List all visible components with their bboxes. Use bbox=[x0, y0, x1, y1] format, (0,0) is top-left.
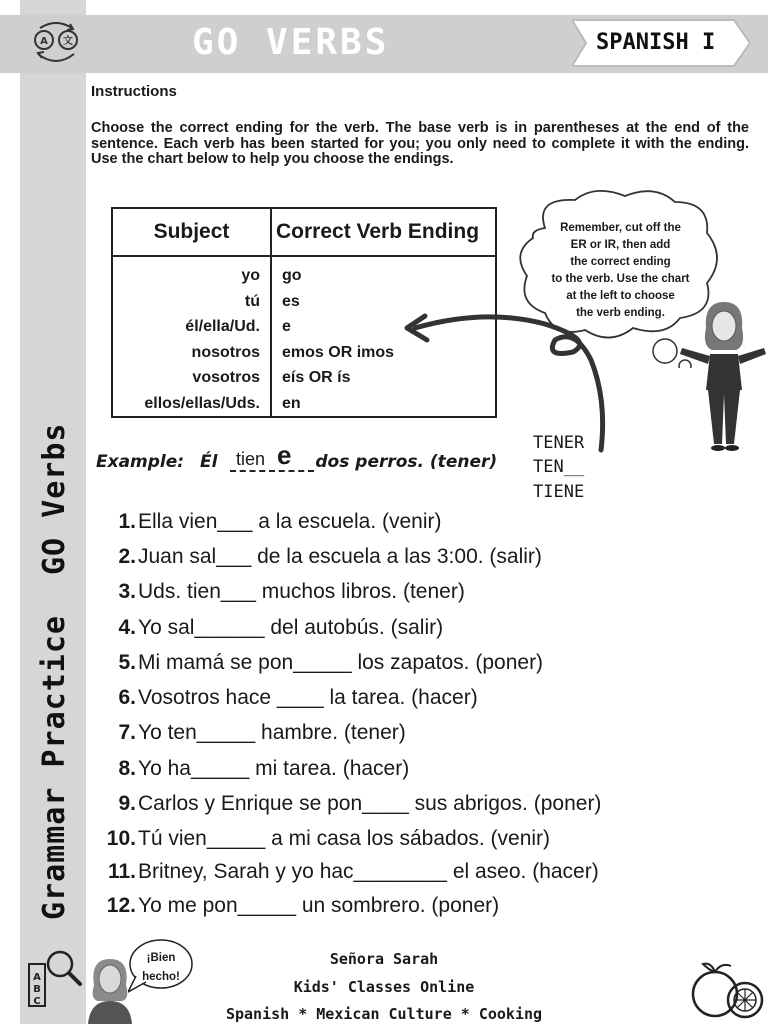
chart-ending: go bbox=[282, 267, 302, 285]
speech-line: ¡Bien bbox=[146, 952, 176, 964]
exercise-text: Mi mamá se pon_____ los zapatos. (poner) bbox=[138, 651, 544, 674]
chart-ending: e bbox=[282, 318, 291, 336]
bubble-line: Remember, cut off the bbox=[560, 222, 681, 234]
exercise-number: 1. bbox=[118, 510, 136, 533]
example-stem: tien bbox=[236, 449, 266, 469]
course-tag: SPANISH I bbox=[596, 30, 716, 55]
exercise-item bbox=[95, 824, 550, 854]
spanish-english-swap-icon bbox=[30, 22, 82, 70]
chart-header-row bbox=[112, 208, 496, 256]
exercise-number: 7. bbox=[118, 721, 136, 744]
exercise-item bbox=[95, 683, 478, 713]
chart-ending: emos OR imos bbox=[282, 343, 395, 361]
exercise-number: 2. bbox=[118, 545, 136, 568]
exercise-text: Yo ha_____ mi tarea. (hacer) bbox=[138, 757, 410, 780]
instructions-heading: Instructions bbox=[91, 83, 177, 100]
svg-text:文: 文 bbox=[63, 36, 73, 47]
exercise-item bbox=[95, 718, 406, 748]
chart-ending: eís OR ís bbox=[282, 369, 351, 387]
svg-text:A: A bbox=[33, 972, 41, 983]
teacher-illustration bbox=[676, 298, 768, 456]
chart-subject: vosotros bbox=[112, 365, 271, 391]
exercise-number: 11. bbox=[107, 860, 136, 883]
chart-subject: nosotros bbox=[112, 340, 271, 366]
page-title: GO VERBS bbox=[192, 22, 390, 63]
exercise-item bbox=[95, 577, 465, 607]
exercise-text: Britney, Sarah y yo hac________ el aseo. (hacer) bbox=[138, 860, 599, 883]
exercise-text: Uds. tien___ muchos libros. (tener) bbox=[138, 580, 465, 603]
chart-header-subject: Subject bbox=[112, 208, 271, 256]
example-work: TIENE bbox=[533, 482, 585, 502]
exercise-text: Tú vien_____ a mi casa los sábados. (venir) bbox=[138, 827, 551, 850]
exercise-item bbox=[95, 891, 499, 921]
exercise-number: 3. bbox=[118, 580, 136, 603]
exercise-text: Vosotros hace ____ la tarea. (hacer) bbox=[138, 686, 478, 709]
example-work: TEN__ bbox=[533, 457, 585, 477]
chart-ending: es bbox=[282, 292, 300, 310]
exercise-number: 12. bbox=[106, 894, 136, 917]
footer-author: Señora Sarah bbox=[329, 950, 439, 968]
chart-subject: él/ella/Ud. bbox=[112, 314, 271, 340]
chart-ending: en bbox=[282, 394, 301, 412]
bubble-line: ER or IR, then add bbox=[570, 239, 671, 251]
chart-subject: ellos/ellas/Uds. bbox=[112, 391, 271, 417]
chart-subject: tú bbox=[112, 288, 271, 314]
footer-tagline: Spanish * Mexican Culture * Cooking bbox=[225, 1005, 543, 1023]
bubble-line: at the left to choose bbox=[566, 290, 675, 302]
exercise-item bbox=[95, 648, 543, 678]
exercise-text: Yo ten_____ hambre. (tener) bbox=[138, 721, 406, 744]
exercise-number: 9. bbox=[118, 792, 136, 815]
exercise-item bbox=[95, 507, 442, 537]
exercise-text: Carlos y Enrique se pon____ sus abrigos. (poner) bbox=[138, 792, 602, 815]
side-title bbox=[22, 400, 86, 920]
svg-text:B: B bbox=[33, 984, 41, 995]
example-work: TENER bbox=[533, 433, 585, 453]
chart-header-ending: Correct Verb Ending bbox=[271, 208, 496, 256]
exercise-text: Ella vien___ a la escuela. (venir) bbox=[138, 510, 442, 533]
fruit-icon bbox=[685, 958, 765, 1022]
exercise-text: Juan sal___ de la escuela a las 3:00. (salir) bbox=[138, 545, 542, 568]
exercise-number: 10. bbox=[106, 827, 136, 850]
exercise-number: 4. bbox=[118, 616, 136, 639]
side-title-verbs: GO Verbs bbox=[36, 422, 72, 576]
speech-line: hecho! bbox=[142, 971, 180, 983]
bubble-line: the correct ending bbox=[570, 256, 671, 268]
example-label: Example: bbox=[96, 452, 185, 472]
example-ending: e bbox=[277, 440, 292, 470]
arrow-icon bbox=[395, 300, 625, 460]
svg-text:C: C bbox=[33, 996, 41, 1007]
chart-row bbox=[112, 256, 496, 288]
exercise-text: Yo sal______ del autobús. (salir) bbox=[138, 616, 444, 639]
bubble-line: to the verb. Use the chart bbox=[551, 273, 690, 285]
exercise-text: Yo me pon_____ un sombrero. (poner) bbox=[138, 894, 500, 917]
exercise-number: 6. bbox=[118, 686, 136, 709]
exercise-item bbox=[95, 857, 599, 887]
exercise-number: 8. bbox=[118, 757, 136, 780]
bubble-line: the verb ending. bbox=[576, 307, 665, 319]
example-rest: dos perros. (tener) bbox=[315, 452, 498, 472]
exercise-item bbox=[95, 613, 443, 643]
exercise-number: 5. bbox=[118, 651, 136, 674]
exercise-item bbox=[95, 542, 542, 572]
exercise-item bbox=[95, 754, 409, 784]
chart-subject: yo bbox=[112, 256, 271, 288]
instructions-body: Choose the correct ending for the verb. The base verb is in parentheses at the end of the sentence. Each verb has been started for you; you only need to complete it with the ending. Use the chart below to help you choose the endings. bbox=[91, 120, 749, 167]
example-subject: Él bbox=[200, 452, 218, 472]
side-title-grammar: Grammar Practice bbox=[36, 615, 72, 920]
exercise-item bbox=[95, 789, 601, 819]
svg-text:A: A bbox=[40, 36, 48, 47]
footer-brand: Kids' Classes Online bbox=[293, 978, 475, 996]
